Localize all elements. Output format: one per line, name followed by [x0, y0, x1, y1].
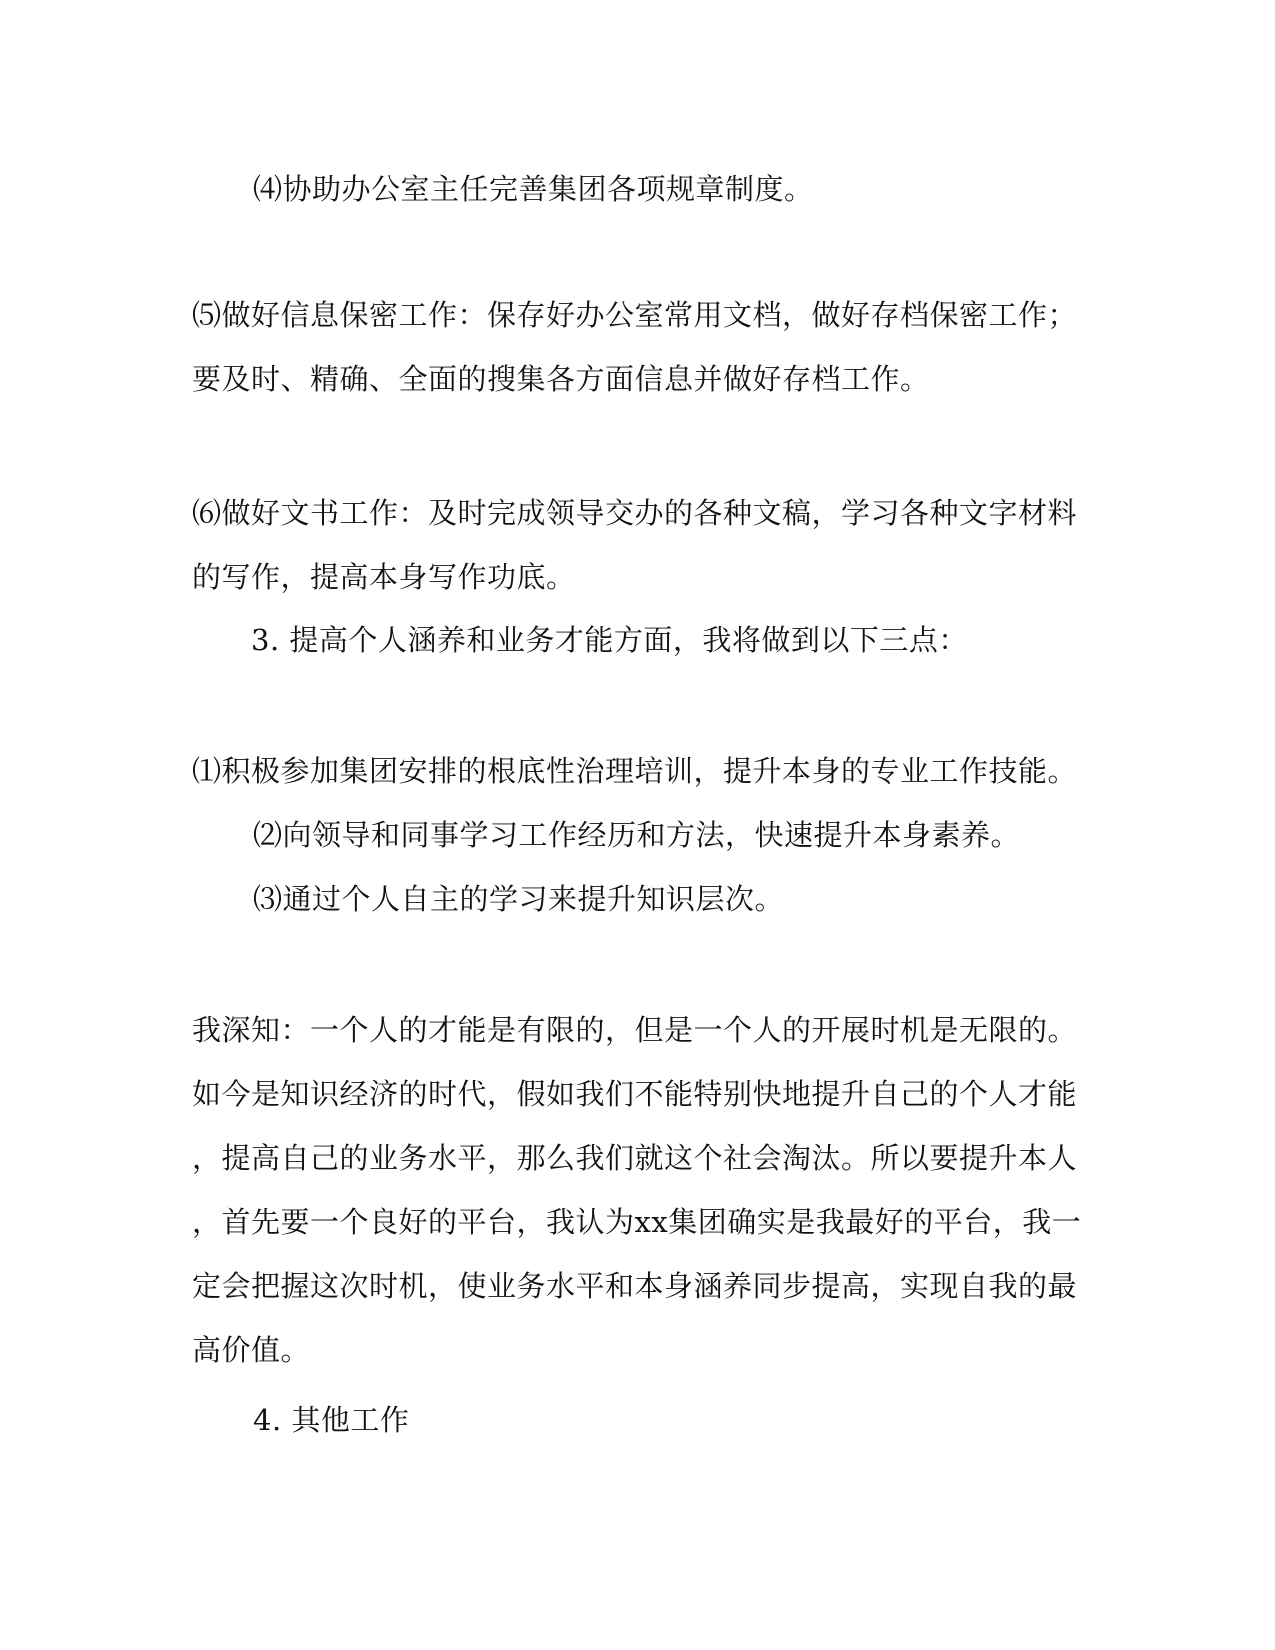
paragraph-line-5: 定会把握这次时机，使业务水平和本身涵养同步提高，实现自我的最: [192, 1269, 1078, 1303]
section-3-item-2: ⑵向领导和同事学习工作经历和方法，快速提升本身素养。: [253, 818, 1021, 852]
section-3-item-3: ⑶通过个人自主的学习来提升知识层次。: [253, 882, 785, 916]
item-6-text-line-1: ⑹做好文书工作：及时完成领导交办的各种文稿，学习各种文字材料: [192, 496, 1078, 530]
paragraph-line-6: 高价值。: [192, 1333, 311, 1367]
section-4-heading: 4. 其他工作: [253, 1403, 410, 1437]
section-3-heading: 3. 提高个人涵养和业务才能方面，我将做到以下三点：: [251, 623, 968, 657]
item-5-text-line-1: ⑸做好信息保密工作：保存好办公室常用文档，做好存档保密工作；: [192, 298, 1078, 332]
item-5-text-line-2: 要及时、精确、全面的搜集各方面信息并做好存档工作。: [192, 362, 930, 396]
item-6-text-line-2: 的写作，提高本身写作功底。: [192, 560, 576, 594]
paragraph-line-3: ，提高自己的业务水平，那么我们就这个社会淘汰。所以要提升本人: [192, 1141, 1078, 1175]
paragraph-line-2: 如今是知识经济的时代，假如我们不能特别快地提升自己的个人才能: [192, 1077, 1078, 1111]
item-4-text: ⑷协助办公室主任完善集团各项规章制度。: [253, 172, 814, 206]
section-3-item-1: ⑴积极参加集团安排的根底性治理培训，提升本身的专业工作技能。: [192, 754, 1078, 788]
paragraph-line-1: 我深知：一个人的才能是有限的，但是一个人的开展时机是无限的。: [192, 1013, 1078, 1047]
paragraph-line-4: ，首先要一个良好的平台，我认为xx集团确实是我最好的平台，我一: [192, 1205, 1082, 1239]
